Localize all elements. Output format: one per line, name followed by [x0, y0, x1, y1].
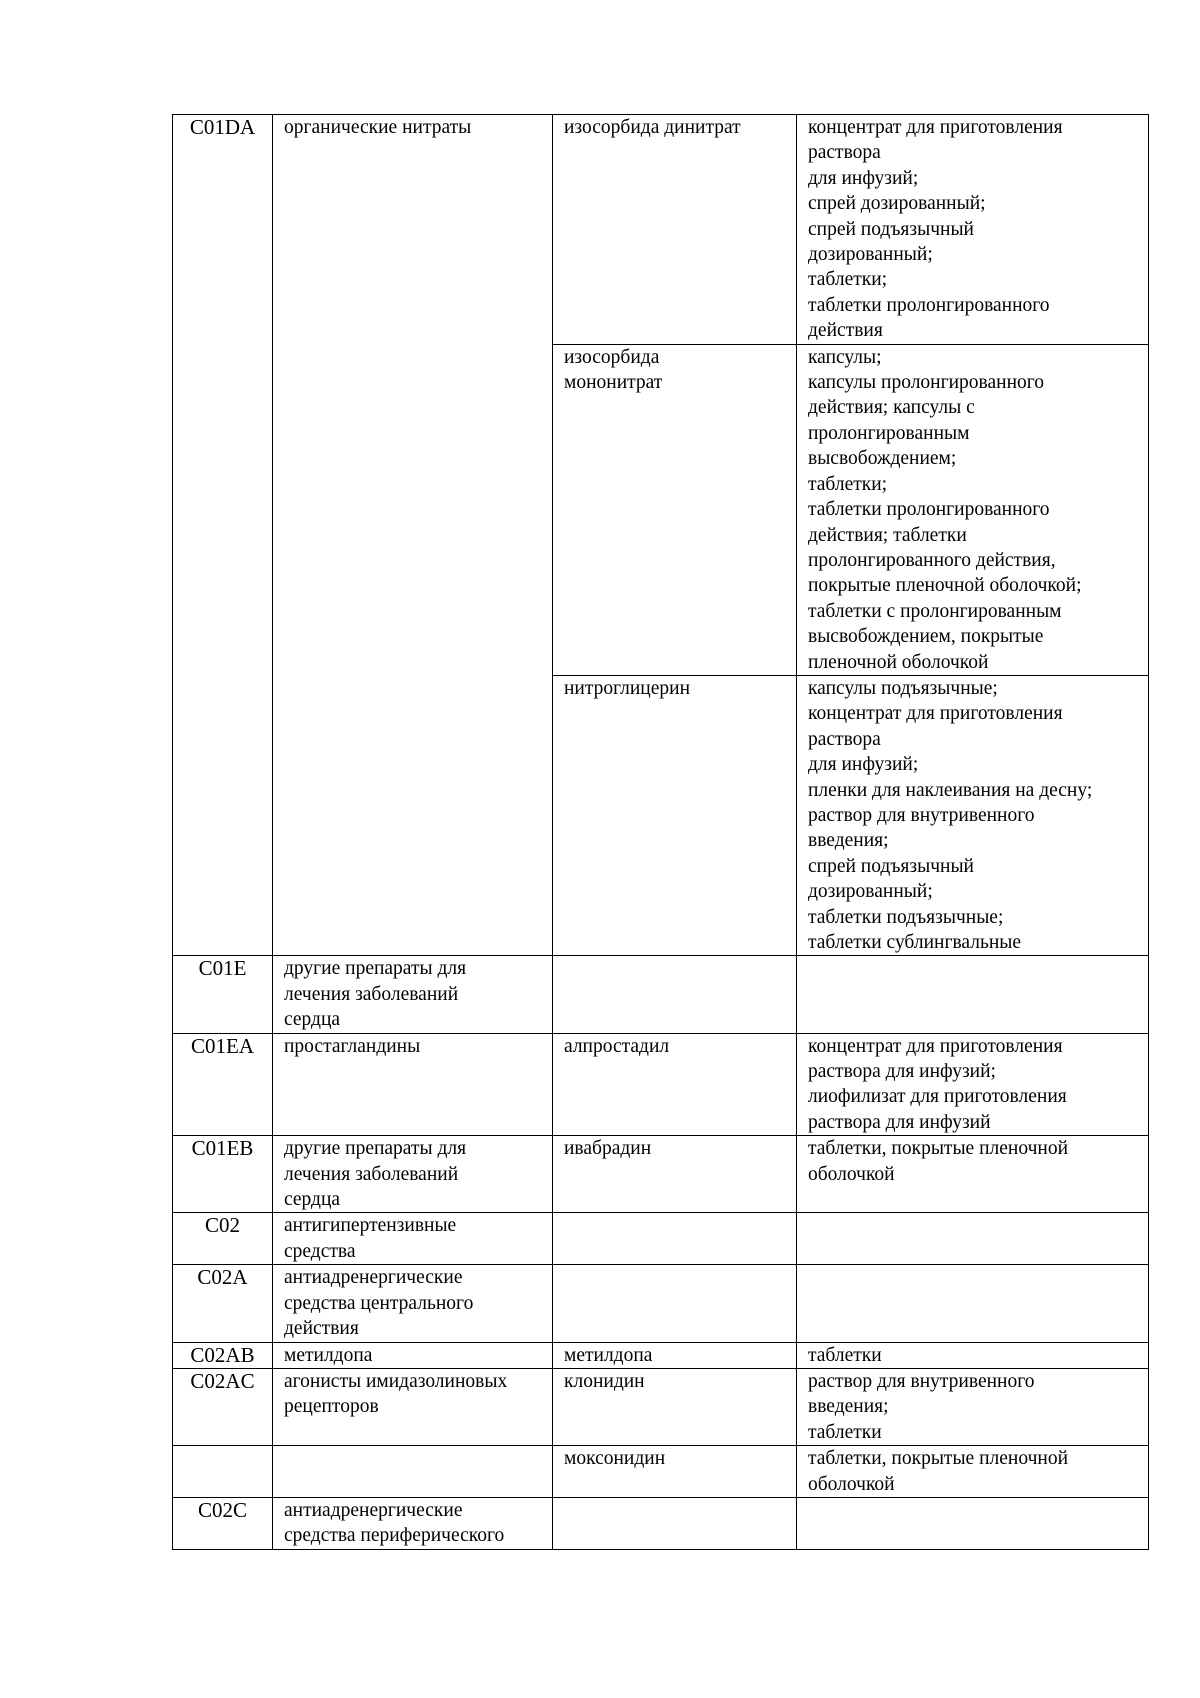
- atc-group-name: [273, 1446, 553, 1498]
- atc-code: C02AB: [173, 1342, 273, 1368]
- dosage-forms: концентрат для приготовления раствора для инфузий; лиофилизат для приготовления раствора для инфузий: [797, 1033, 1149, 1136]
- atc-group-name: другие препараты для лечения заболеваний сердца: [273, 1136, 553, 1213]
- atc-group-name: простагландины: [273, 1033, 553, 1136]
- dosage-forms: таблетки, покрытые пленочной оболочкой: [797, 1446, 1149, 1498]
- drug-name: моксонидин: [553, 1446, 797, 1498]
- table-row: [173, 1136, 1149, 1213]
- dosage-forms: раствор для внутривенного введения; таблетки: [797, 1368, 1149, 1445]
- dosage-forms: таблетки, покрытые пленочной оболочкой: [797, 1136, 1149, 1213]
- table-row: [173, 1033, 1149, 1136]
- drug-name: [553, 1213, 797, 1265]
- drug-name: метилдопа: [553, 1342, 797, 1368]
- drug-classification-table: [172, 114, 1149, 1550]
- table-row: [173, 1368, 1149, 1445]
- dosage-forms: таблетки: [797, 1342, 1149, 1368]
- drug-name: ивабрадин: [553, 1136, 797, 1213]
- atc-group-name: органические нитраты: [273, 115, 553, 956]
- dosage-forms: [797, 956, 1149, 1033]
- drug-name: изосорбида мононитрат: [553, 344, 797, 675]
- atc-code: C02A: [173, 1265, 273, 1342]
- drug-name: клонидин: [553, 1368, 797, 1445]
- dosage-forms: [797, 1265, 1149, 1342]
- table-row: [173, 1342, 1149, 1368]
- drug-name: [553, 1497, 797, 1549]
- atc-code: C02AC: [173, 1368, 273, 1445]
- table-row: [173, 1497, 1149, 1549]
- atc-code: C01EA: [173, 1033, 273, 1136]
- atc-code: C01EB: [173, 1136, 273, 1213]
- atc-group-name: другие препараты для лечения заболеваний сердца: [273, 956, 553, 1033]
- dosage-forms: [797, 1213, 1149, 1265]
- atc-group-name: антигипертензивные средства: [273, 1213, 553, 1265]
- dosage-forms: капсулы подъязычные; концентрат для приготовления раствора для инфузий; пленки для наклеивания на десну; раствор для внутривенного введения; спрей подъязычный дозированный; таблетки подъязычные; таблетки сублингвальные: [797, 675, 1149, 955]
- table-row: [173, 956, 1149, 1033]
- atc-code: C01E: [173, 956, 273, 1033]
- table-row: [173, 1213, 1149, 1265]
- atc-group-name: антиадренергические средства периферического: [273, 1497, 553, 1549]
- drug-name: [553, 956, 797, 1033]
- dosage-forms: концентрат для приготовления раствора для инфузий; спрей дозированный; спрей подъязычный дозированный; таблетки; таблетки пролонгированного действия: [797, 115, 1149, 345]
- table-row: [173, 115, 1149, 345]
- dosage-forms: капсулы; капсулы пролонгированного действия; капсулы с пролонгированным высвобождением; таблетки; таблетки пролонгированного действия; таблетки пролонгированного действия, покрытые пленочной оболочкой; таблетки с пролонгированным высвобождением, покрытые пленочной оболочкой: [797, 344, 1149, 675]
- atc-code: C01DA: [173, 115, 273, 956]
- table-row: [173, 1446, 1149, 1498]
- atc-group-name: метилдопа: [273, 1342, 553, 1368]
- document-page: [172, 114, 1148, 1550]
- dosage-forms: [797, 1497, 1149, 1549]
- drug-name: нитроглицерин: [553, 675, 797, 955]
- drug-name: алпростадил: [553, 1033, 797, 1136]
- drug-name: изосорбида динитрат: [553, 115, 797, 345]
- drug-name: [553, 1265, 797, 1342]
- atc-code: C02: [173, 1213, 273, 1265]
- table-body: [173, 115, 1149, 1550]
- table-row: [173, 1265, 1149, 1342]
- atc-code: C02C: [173, 1497, 273, 1549]
- atc-code: [173, 1446, 273, 1498]
- atc-group-name: антиадренергические средства центрального действия: [273, 1265, 553, 1342]
- atc-group-name: агонисты имидазолиновых рецепторов: [273, 1368, 553, 1445]
